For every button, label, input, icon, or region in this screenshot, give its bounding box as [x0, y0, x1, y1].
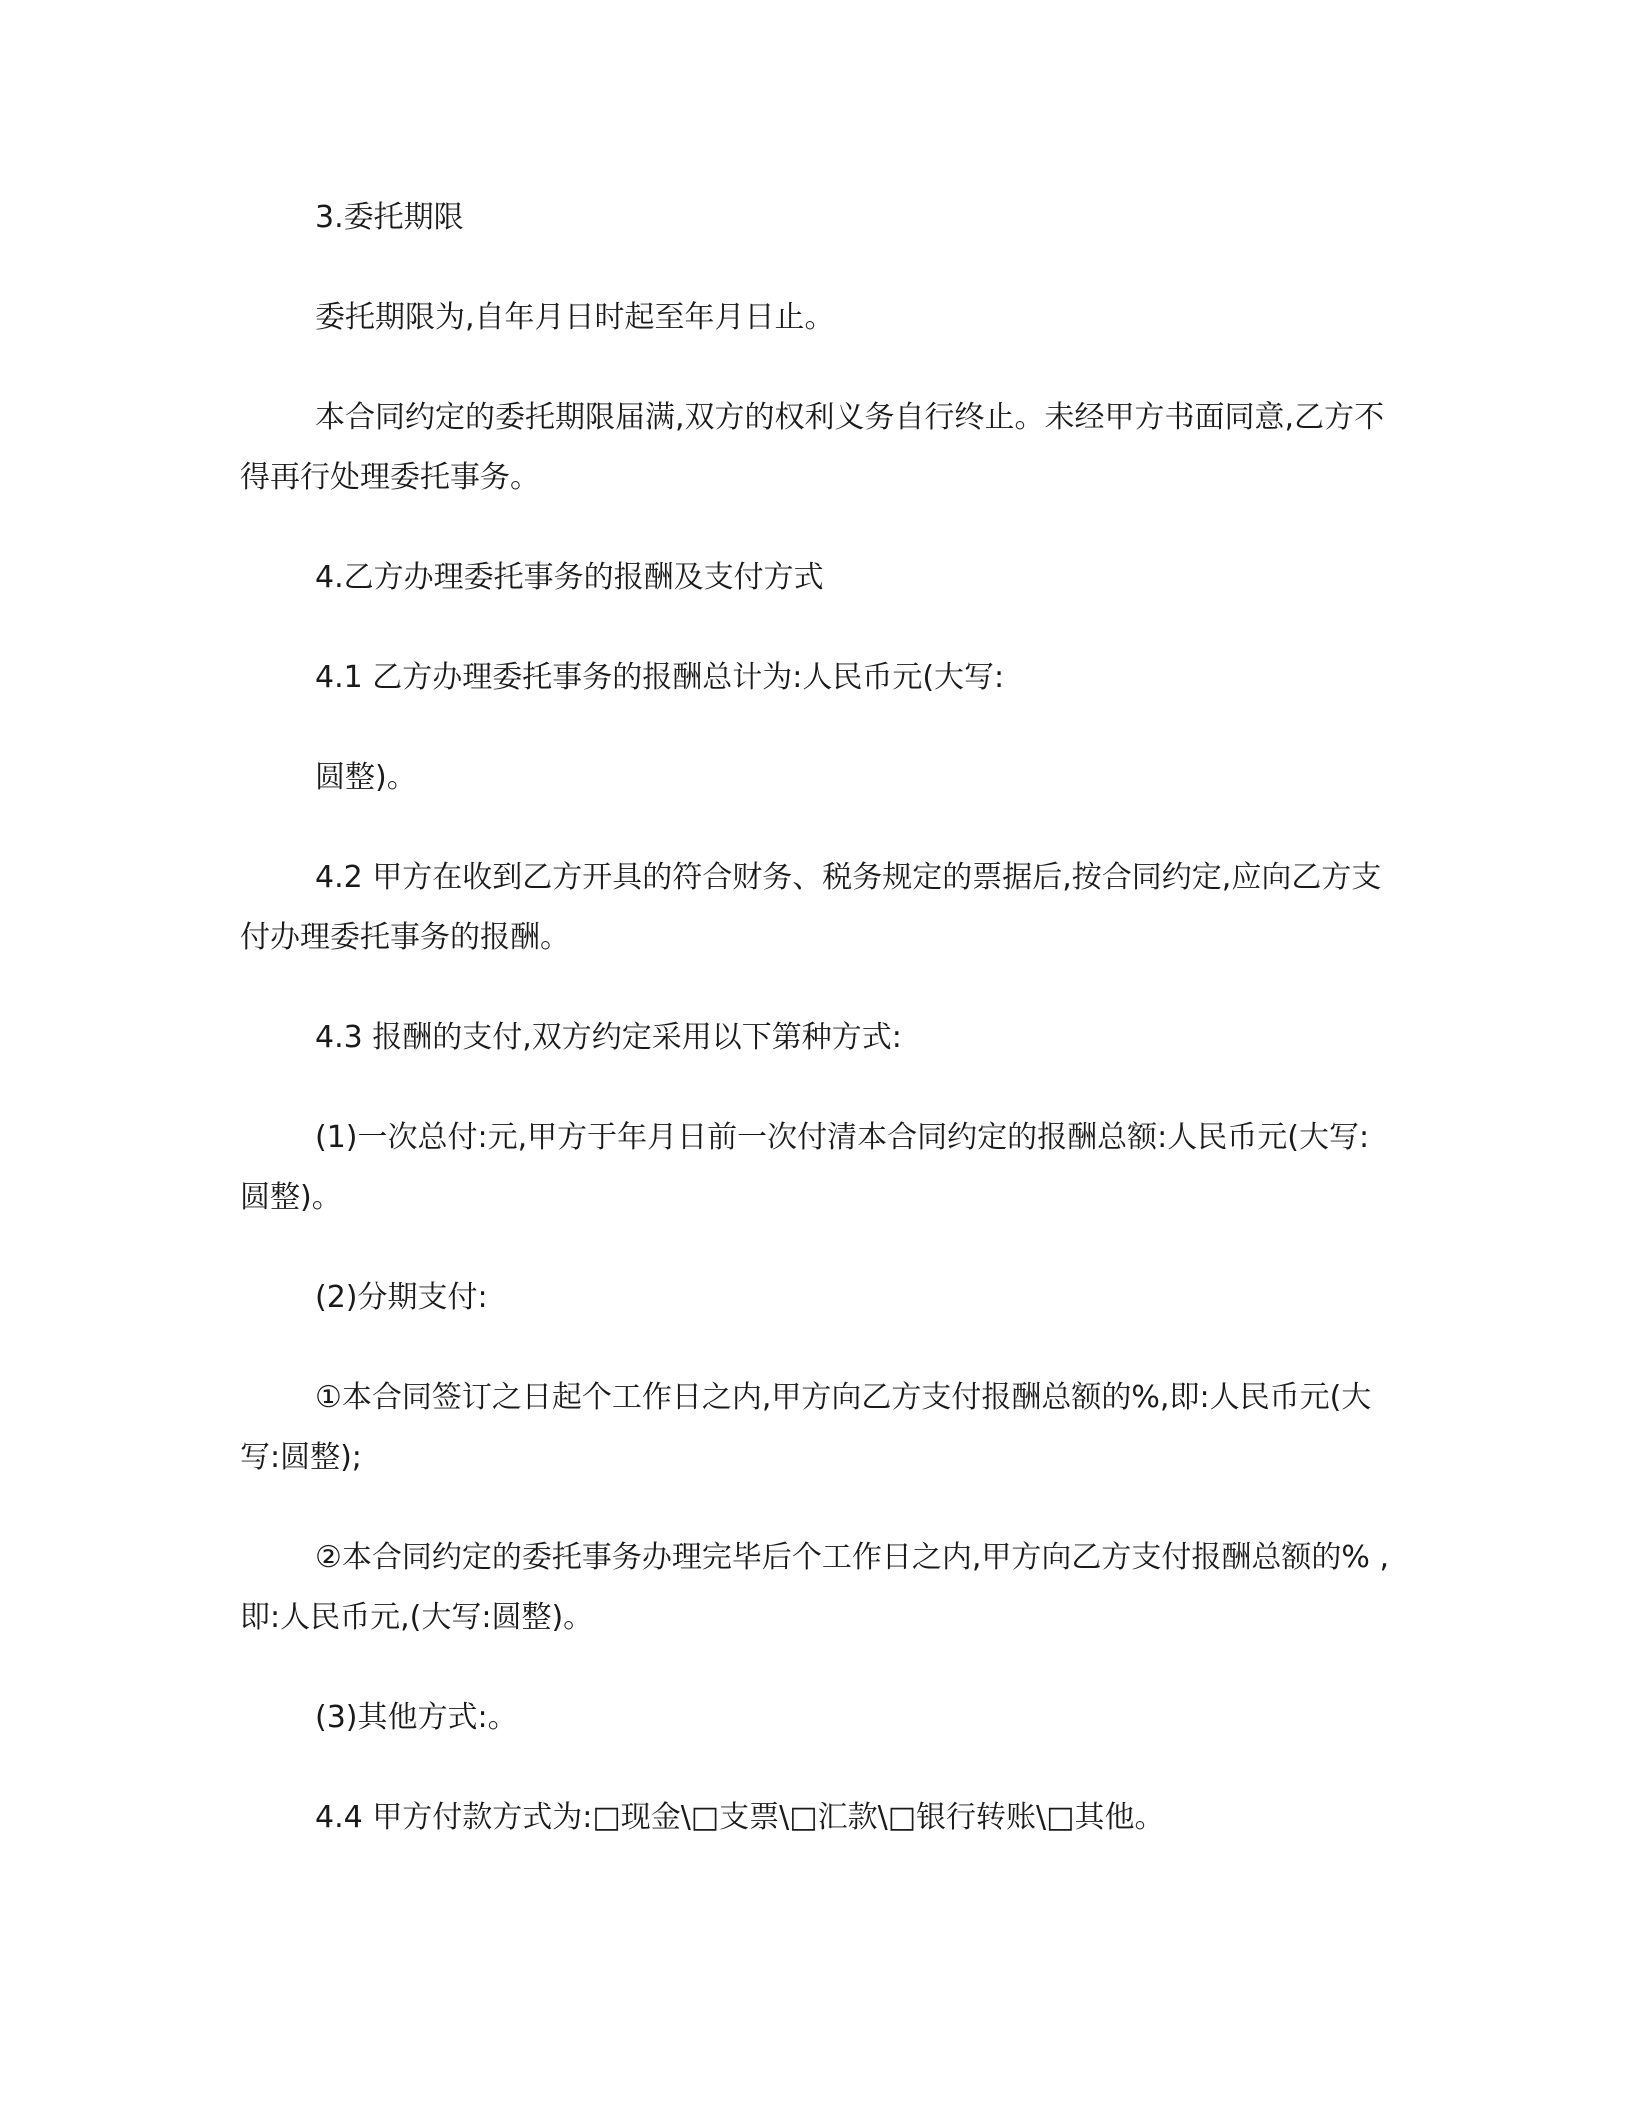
- clause-4-3: 4.3 报酬的支付,双方约定采用以下第种方式:: [315, 1020, 902, 1055]
- installment-2: ②本合同约定的委托事务办理完毕后个工作日之内,甲方向乙方支付报酬总额的% ,即:人民币元,(大写:圆整)。: [240, 1540, 1390, 1635]
- payment-option-3: (3)其他方式:。: [315, 1700, 518, 1735]
- clause-4-4: 4.4 甲方付款方式为:□现金\□支票\□汇款\□银行转账\□其他。: [315, 1800, 1165, 1835]
- term-expiry-paragraph: 本合同约定的委托期限届满,双方的权利义务自行终止。未经甲方书面同意,乙方不得再行处理委托事务。: [240, 400, 1385, 495]
- section-3-heading: 3.委托期限: [315, 200, 464, 235]
- term-period-paragraph: 委托期限为,自年月日时起至年月日止。: [315, 300, 835, 335]
- payment-option-1: (1)一次总付:元,甲方于年月日前一次付清本合同约定的报酬总额:人民币元(大写:圆整)。: [240, 1120, 1370, 1215]
- installment-1: ①本合同签订之日起个工作日之内,甲方向乙方支付报酬总额的%,即:人民币元(大写:圆整);: [240, 1380, 1372, 1475]
- section-4-heading: 4.乙方办理委托事务的报酬及支付方式: [315, 560, 824, 595]
- clause-4-1: 4.1 乙方办理委托事务的报酬总计为:人民币元(大写:: [315, 660, 1005, 695]
- clause-4-1-continued: 圆整)。: [315, 760, 417, 795]
- clause-4-2: 4.2 甲方在收到乙方开具的符合财务、税务规定的票据后,按合同约定,应向乙方支付办理委托事务的报酬。: [240, 860, 1382, 955]
- payment-option-2: (2)分期支付:: [315, 1280, 488, 1315]
